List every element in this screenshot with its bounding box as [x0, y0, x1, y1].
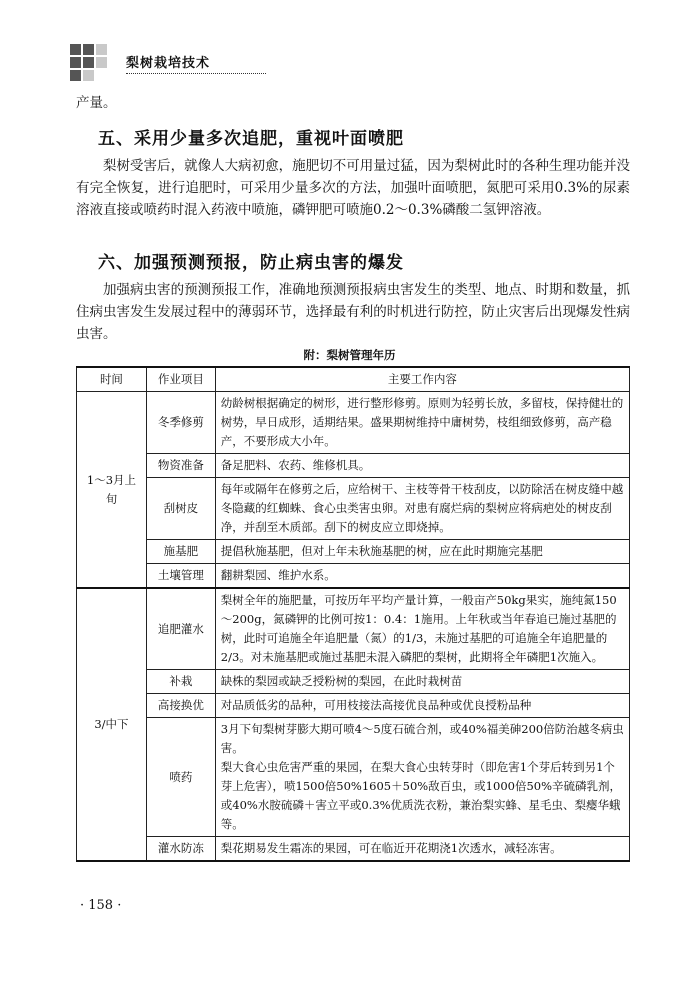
table-row: [77, 670, 630, 694]
content-cell: 备足肥料、农药、维修机具。: [215, 454, 629, 478]
content-paragraph: 梨大食心虫危害严重的果园，在梨大食心虫转芽时（即危害1个芽后转到另1个芽上危害），喷1500倍50%1605＋50%敌百虫，或1000倍50%辛硫磷乳剂，或40%水胺硫磷＋害立平或0.3%优质洗衣粉，兼治梨实蜂、星毛虫、梨瘿华蛾等。: [220, 760, 622, 831]
item-cell: 灌水防冻: [146, 837, 215, 862]
section-6-body: 加强病虫害的预测预报工作，准确地预测预报病虫害发生的类型、地点、时期和数量，抓住病虫害发生发展过程中的薄弱环节，选择最有利的时机进行防控，防止灾害后出现爆发性病虫害。: [76, 282, 630, 342]
header-content: 主要工作内容: [215, 367, 629, 392]
item-cell: 高接换优: [146, 694, 215, 718]
table-row: [77, 588, 630, 670]
table-row: [77, 454, 630, 478]
time-cell: 1～3月上旬: [77, 392, 147, 589]
content-paragraph: 3月下旬梨树芽膨大期可喷4～5度石硫合剂，或40%福美砷200倍防治越冬病虫害。: [220, 722, 624, 755]
table-row: [77, 564, 630, 589]
item-cell: 土壤管理: [146, 564, 215, 589]
content-cell: 对品质低劣的品种，可用枝接法高接优良品种或优良授粉品种: [215, 694, 629, 718]
section-5-heading: 五、采用少量多次追肥，重视叶面喷肥: [98, 129, 404, 149]
book-title: 梨树栽培技术: [126, 52, 266, 74]
content-cell: [215, 718, 629, 837]
header-item: 作业项目: [146, 367, 215, 392]
item-cell: 刮树皮: [146, 478, 215, 540]
content-cell: 梨树全年的施肥量，可按历年平均产量计算，一般亩产50kg果实，施纯氮150～200g，氮磷钾的比例可按1：0.4：1施用。上年秋或当年春追已施过基肥的树，此时可追施全年追肥量（氮）的1/3，未施过基肥的可追施全年追肥量的2/3。对未施基肥或施过基肥未混入磷肥的梨树，此期将全年磷肥1次施入。: [215, 588, 629, 670]
page-number: · 158 ·: [80, 898, 122, 913]
table-row: [77, 478, 630, 540]
content-cell: 梨花期易发生霜冻的果园，可在临近开花期浇1次透水，减轻冻害。: [215, 837, 629, 862]
time-cell: 3/中下: [77, 588, 147, 861]
table-header-row: [77, 367, 630, 392]
table-row: [77, 392, 630, 454]
header-logo-icon: [70, 44, 108, 82]
table-row: [77, 540, 630, 564]
item-cell: 施基肥: [146, 540, 215, 564]
item-cell: 物资准备: [146, 454, 215, 478]
table-row: [77, 694, 630, 718]
item-cell: 喷药: [146, 718, 215, 837]
item-cell: 冬季修剪: [146, 392, 215, 454]
content-cell: 翻耕梨园、维护水系。: [215, 564, 629, 589]
table-caption: 附：梨树管理年历: [303, 348, 396, 362]
section-6-heading: 六、加强预测预报，防止病虫害的爆发: [98, 253, 404, 273]
item-cell: 补栽: [146, 670, 215, 694]
table-row: [77, 837, 630, 862]
content-cell: 提倡秋施基肥，但对上年未秋施基肥的树，应在此时期施完基肥: [215, 540, 629, 564]
intro-fragment: 产量。: [76, 95, 117, 111]
content-cell: 幼龄树根据确定的树形，进行整形修剪。原则为轻剪长放，多留枝，保持健壮的树势，早日成形，适期结果。盛果期树维持中庸树势，枝组细致修剪，高产稳产，不要形成大小年。: [215, 392, 629, 454]
pear-management-calendar-table: [76, 366, 630, 862]
table-row: [77, 718, 630, 837]
item-cell: 追肥灌水: [146, 588, 215, 670]
section-5-body: 梨树受害后，就像人大病初愈，施肥切不可用量过猛，因为梨树此时的各种生理功能并没有完全恢复，进行追肥时，可采用少量多次的方法，加强叶面喷肥，氮肥可采用0.3%的尿素溶液直接或喷药时混入药液中喷施，磷钾肥可喷施0.2～0.3%磷酸二氢钾溶液。: [76, 158, 630, 218]
running-header: [70, 44, 630, 82]
content-cell: 每年或隔年在修剪之后，应给树干、主枝等骨干枝刮皮，以防除活在树皮缝中越冬隐藏的红蜘蛛、食心虫类害虫卵。对患有腐烂病的梨树应将病疤处的树皮刮净，并刮至木质部。刮下的树皮应立即烧掉。: [215, 478, 629, 540]
header-time: 时间: [77, 367, 147, 392]
content-cell: 缺株的梨园或缺乏授粉树的梨园，在此时栽树苗: [215, 670, 629, 694]
